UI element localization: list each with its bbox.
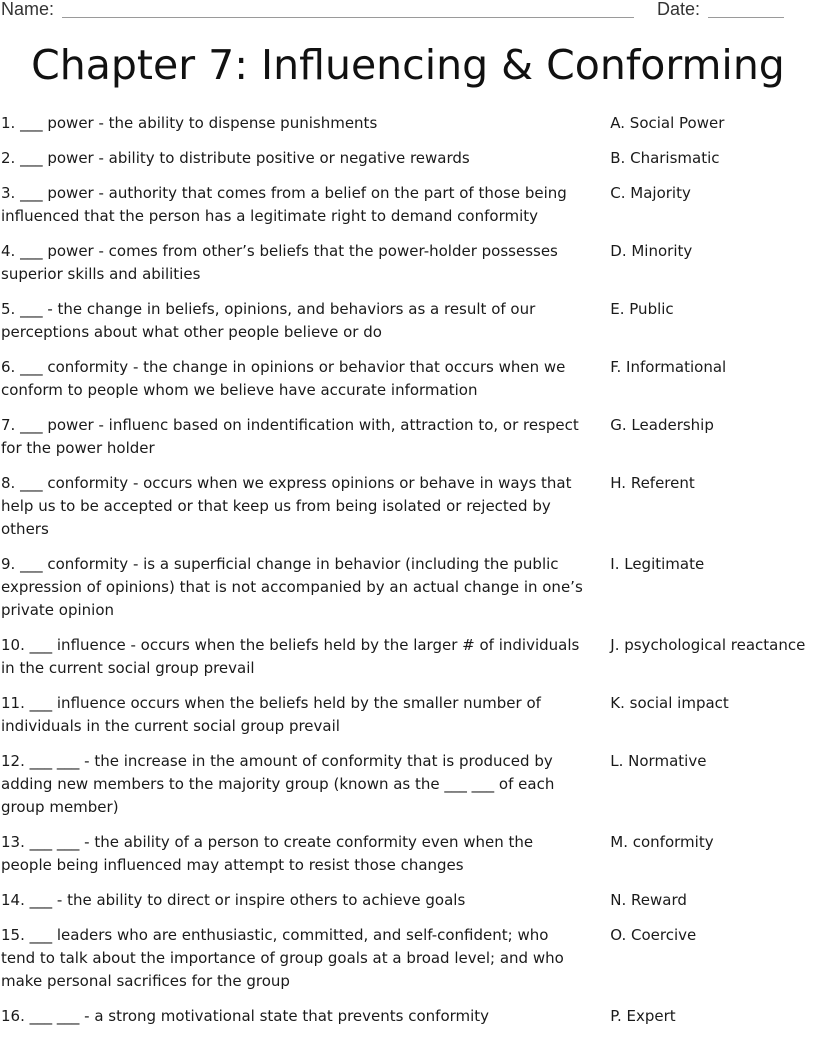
- question-row: [0, 112, 816, 135]
- question-text: 10. ___ influence - occurs when the beliefs held by the larger # of individuals in the current social group prevail: [1, 636, 580, 677]
- date-blank-line[interactable]: [708, 17, 784, 18]
- question-row: [0, 240, 816, 286]
- answer-option: O. Coercive: [610, 926, 697, 944]
- question-text: 7. ___ power - influenc based on indentification with, attraction to, or respect for the power holder: [1, 416, 579, 457]
- question-row: [0, 414, 816, 460]
- question-text: 13. ___ ___ - the ability of a person to create conformity even when the people being influenced may attempt to resist those changes: [1, 833, 534, 874]
- question-text: 5. ___ - the change in beliefs, opinions, and behaviors as a result of our perceptions about what other people believe or do: [1, 300, 536, 341]
- question-text: 3. ___ power - authority that comes from a belief on the part of those being influenced that the person has a legitimate right to demand conformity: [1, 184, 567, 225]
- question-text: 4. ___ power - comes from other’s beliefs that the power-holder possesses superior skills and abilities: [1, 242, 558, 283]
- question-row: [0, 472, 816, 541]
- answer-option: F. Informational: [610, 358, 727, 376]
- answer-option: G. Leadership: [610, 416, 714, 434]
- date-label: Date:: [657, 0, 701, 19]
- page-title: Chapter 7: Influencing & Conforming: [31, 41, 785, 89]
- question-list: [0, 112, 816, 1028]
- question-row: [0, 634, 816, 680]
- question-row: [0, 692, 816, 738]
- question-row: [0, 1005, 816, 1028]
- question-row: [0, 924, 816, 993]
- answer-option: C. Majority: [610, 184, 691, 202]
- answer-option: L. Normative: [610, 752, 707, 770]
- question-text: 2. ___ power - ability to distribute positive or negative rewards: [1, 149, 470, 167]
- question-text: 11. ___ influence occurs when the beliefs held by the smaller number of individuals in the current social group prevail: [1, 694, 541, 735]
- question-text: 12. ___ ___ - the increase in the amount of conformity that is produced by adding new members to the majority group (known as the ___ ___ of each group member): [1, 752, 555, 816]
- question-row: [0, 147, 816, 170]
- question-row: [0, 553, 816, 622]
- question-row: [0, 750, 816, 819]
- question-text: 6. ___ conformity - the change in opinions or behavior that occurs when we conform to people whom we believe have accurate information: [1, 358, 566, 399]
- question-row: [0, 831, 816, 877]
- question-text: 9. ___ conformity - is a superficial change in behavior (including the public expression of opinions) that is not accompanied by an actual change in one’s private opinion: [1, 555, 583, 619]
- name-blank-line[interactable]: [62, 17, 634, 18]
- name-label: Name:: [1, 0, 55, 19]
- question-row: [0, 356, 816, 402]
- question-text: 1. ___ power - the ability to dispense punishments: [1, 114, 378, 132]
- question-row: [0, 182, 816, 228]
- question-text: 15. ___ leaders who are enthusiastic, committed, and self-confident; who tend to talk about the importance of group goals at a broad level; and who make personal sacrifices for the group: [1, 926, 564, 990]
- answer-option: K. social impact: [610, 694, 729, 712]
- question-row: [0, 889, 816, 912]
- answer-option: D. Minority: [610, 242, 693, 260]
- answer-option: M. conformity: [610, 833, 714, 851]
- answer-option: I. Legitimate: [610, 555, 705, 573]
- answer-option: E. Public: [610, 300, 674, 318]
- answer-option: J. psychological reactance: [610, 636, 806, 654]
- question-text: 16. ___ ___ - a strong motivational state that prevents conformity: [1, 1007, 490, 1025]
- answer-option: N. Reward: [610, 891, 687, 909]
- question-text: 14. ___ - the ability to direct or inspire others to achieve goals: [1, 891, 466, 909]
- answer-option: B. Charismatic: [610, 149, 720, 167]
- header: [0, 0, 816, 22]
- answer-option: H. Referent: [610, 474, 695, 492]
- answer-option: P. Expert: [610, 1007, 676, 1025]
- question-text: 8. ___ conformity - occurs when we express opinions or behave in ways that help us to be accepted or that keep us from being isolated or rejected by others: [1, 474, 572, 538]
- question-row: [0, 298, 816, 344]
- answer-option: A. Social Power: [610, 114, 725, 132]
